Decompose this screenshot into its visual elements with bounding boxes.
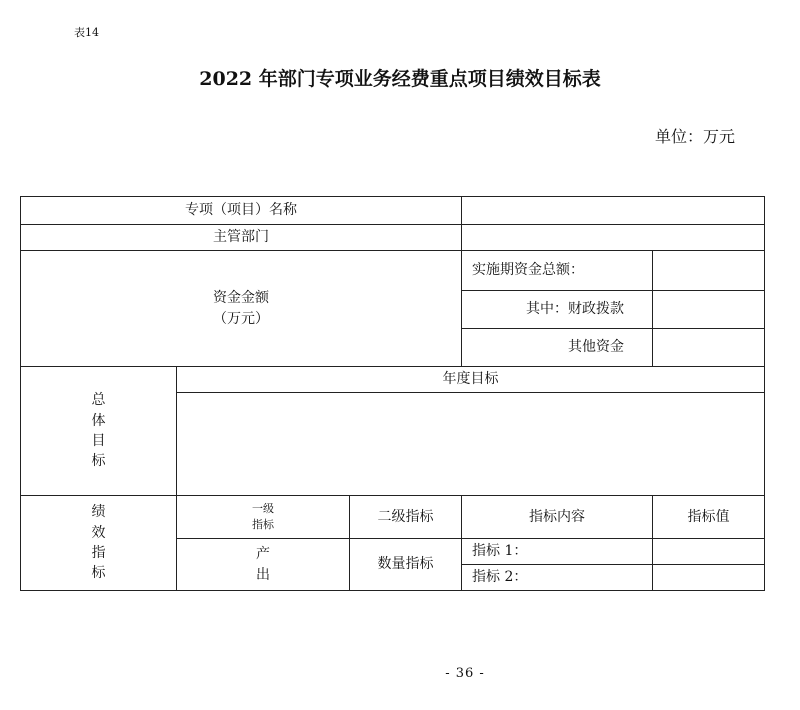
level1-header-line: 指标 [252, 518, 274, 531]
unit-label: 单位：万元 [655, 127, 736, 146]
indicator-value-header: 指标值 [653, 496, 765, 539]
other-funds-label: 其他资金 [462, 329, 653, 367]
output-indicator-label [177, 539, 350, 591]
output-char: 出 [256, 566, 270, 583]
page-number: - 36 - [445, 666, 485, 681]
funds-label-line1: 资金金额 [213, 290, 270, 307]
project-name-label: 专项（项目）名称 [21, 197, 462, 225]
funds-label-line2: （万元） [213, 310, 270, 327]
fiscal-funds-value[interactable] [653, 291, 765, 329]
overall-goal-char: 总 [91, 392, 106, 409]
performance-char: 效 [91, 524, 106, 541]
performance-char: 绩 [91, 504, 106, 521]
total-funds-row [21, 251, 765, 291]
output-char: 产 [256, 546, 270, 563]
indicator-1-label: 指标 1： [462, 539, 653, 565]
overall-goal-char: 目 [91, 433, 106, 449]
performance-char: 标 [91, 565, 106, 582]
funds-label-cell [21, 251, 462, 367]
department-row [21, 225, 765, 251]
table-number-label: 表14 [74, 26, 99, 39]
fiscal-funds-label: 其中：财政拨款 [462, 291, 653, 329]
level1-header-line: 一级 [252, 502, 274, 516]
indicator-2-label: 指标 2： [462, 565, 653, 591]
annual-goal-content[interactable] [177, 393, 765, 496]
document-title: 2022 年部门专项业务经费重点项目绩效目标表 [199, 68, 601, 90]
total-funds-value[interactable] [653, 251, 765, 291]
quantity-indicator-label: 数量指标 [350, 539, 462, 591]
department-value[interactable] [462, 225, 765, 251]
performance-indicator-label [21, 496, 177, 591]
overall-goal-char: 体 [91, 412, 106, 429]
performance-char: 指 [91, 545, 106, 561]
level2-indicator-header: 二级指标 [350, 496, 462, 539]
indicator-2-value[interactable] [653, 565, 765, 591]
level1-indicator-header [177, 496, 350, 539]
project-name-value[interactable] [462, 197, 765, 225]
overall-goal-label [21, 367, 177, 496]
department-label: 主管部门 [21, 225, 462, 251]
indicator-content-header: 指标内容 [462, 496, 653, 539]
annual-goal-header-row [21, 367, 765, 393]
indicator-header-row [21, 496, 765, 539]
performance-goal-table [20, 196, 765, 591]
annual-goal-label: 年度目标 [177, 367, 765, 393]
other-funds-value[interactable] [653, 329, 765, 367]
indicator-1-value[interactable] [653, 539, 765, 565]
project-name-row [21, 197, 765, 225]
overall-goal-char: 标 [91, 453, 106, 470]
total-funds-label: 实施期资金总额： [462, 251, 653, 291]
